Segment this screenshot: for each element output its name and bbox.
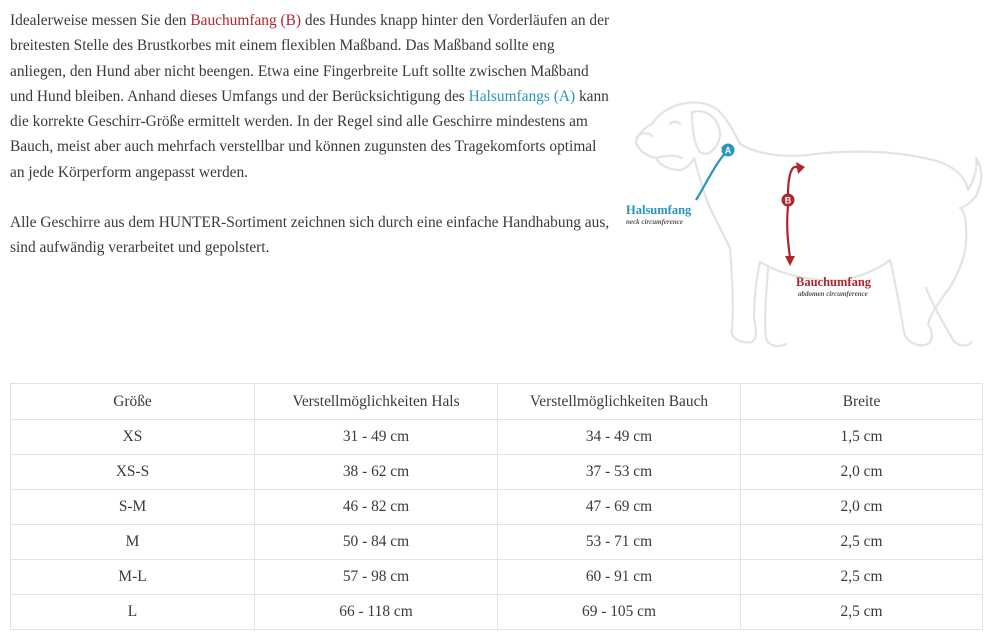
intro-text-part: kann die korrekte Geschirr-Größe ermittelt werden. In der Regel sind alle Geschirre mindestens am Bauch, meist aber auch mehrfach verstellbar und können zugunsten des Tragekomforts optimal an jede Körperform angepasst werden. (10, 87, 609, 181)
header-neck-adjustment: Verstellmöglichkeiten Hals (255, 384, 498, 420)
intro-text (10, 8, 610, 261)
size-table (10, 383, 983, 630)
cell-width: 2,5 cm (741, 560, 983, 595)
cell-belly: 47 - 69 cm (498, 490, 741, 525)
table-header-row (11, 384, 983, 420)
cell-width: 2,5 cm (741, 595, 983, 630)
table-row (11, 490, 983, 525)
table-row (11, 420, 983, 455)
cell-size: M-L (11, 560, 255, 595)
cell-neck: 66 - 118 cm (255, 595, 498, 630)
cell-belly: 34 - 49 cm (498, 420, 741, 455)
neck-circumference-label: Halsumfang (626, 203, 692, 217)
header-width: Breite (741, 384, 983, 420)
cell-neck: 50 - 84 cm (255, 525, 498, 560)
cell-neck: 46 - 82 cm (255, 490, 498, 525)
dog-outline (636, 102, 981, 346)
belly-circumference-sublabel: abdomen circumference (798, 290, 868, 298)
cell-width: 2,5 cm (741, 525, 983, 560)
intro-text-part: des Hundes knapp hinter den Vorderläufen an der breitesten Stelle des Brustkorbes mit einem flexiblen Maßband. Das Maßband sollte eng anliegen, den Hund aber nicht beengen. Etwa eine Fingerbreite Luft sollte zwischen Maßband und Hund bleiben. Anhand dieses Umfangs und der Berücksichtigung des (10, 12, 610, 105)
cell-size: XS-S (11, 455, 255, 490)
neck-circumference-term: Halsumfangs (A) (468, 87, 576, 105)
cell-neck: 57 - 98 cm (255, 560, 498, 595)
belly-circumference-term: Bauchumfang (B) (190, 12, 302, 29)
header-size: Größe (11, 384, 255, 420)
table-row (11, 455, 983, 490)
intro-text-part: Idealerweise messen Sie den (10, 12, 191, 29)
table-row (11, 525, 983, 560)
table-row (11, 560, 983, 595)
cell-belly: 60 - 91 cm (498, 560, 741, 595)
cell-size: XS (11, 420, 255, 455)
cell-belly: 37 - 53 cm (498, 455, 741, 490)
intro-paragraph-1 (10, 8, 610, 185)
cell-width: 2,0 cm (741, 490, 983, 525)
belly-measurement-marker (782, 162, 806, 266)
cell-belly: 53 - 71 cm (498, 525, 741, 560)
belly-circumference-label: Bauchumfang (796, 275, 872, 289)
cell-size: L (11, 595, 255, 630)
header-belly-adjustment: Verstellmöglichkeiten Bauch (498, 384, 741, 420)
cell-neck: 31 - 49 cm (255, 420, 498, 455)
cell-size: M (11, 525, 255, 560)
dog-measurement-diagram (600, 88, 984, 358)
cell-width: 2,0 cm (741, 455, 983, 490)
dog-diagram-svg (600, 88, 984, 358)
intro-paragraph-2: Alle Geschirre aus dem HUNTER-Sortiment zeichnen sich durch eine einfache Handhabung aus, sind aufwändig verarbeitet und gepolstert. (10, 214, 610, 257)
neck-marker-letter: A (724, 145, 732, 156)
neck-circumference-sublabel: neck circumference (626, 218, 683, 226)
table-row (11, 595, 983, 630)
cell-neck: 38 - 62 cm (255, 455, 498, 490)
cell-size: S-M (11, 490, 255, 525)
cell-belly: 69 - 105 cm (498, 595, 741, 630)
cell-width: 1,5 cm (741, 420, 983, 455)
belly-marker-letter: B (784, 195, 792, 206)
